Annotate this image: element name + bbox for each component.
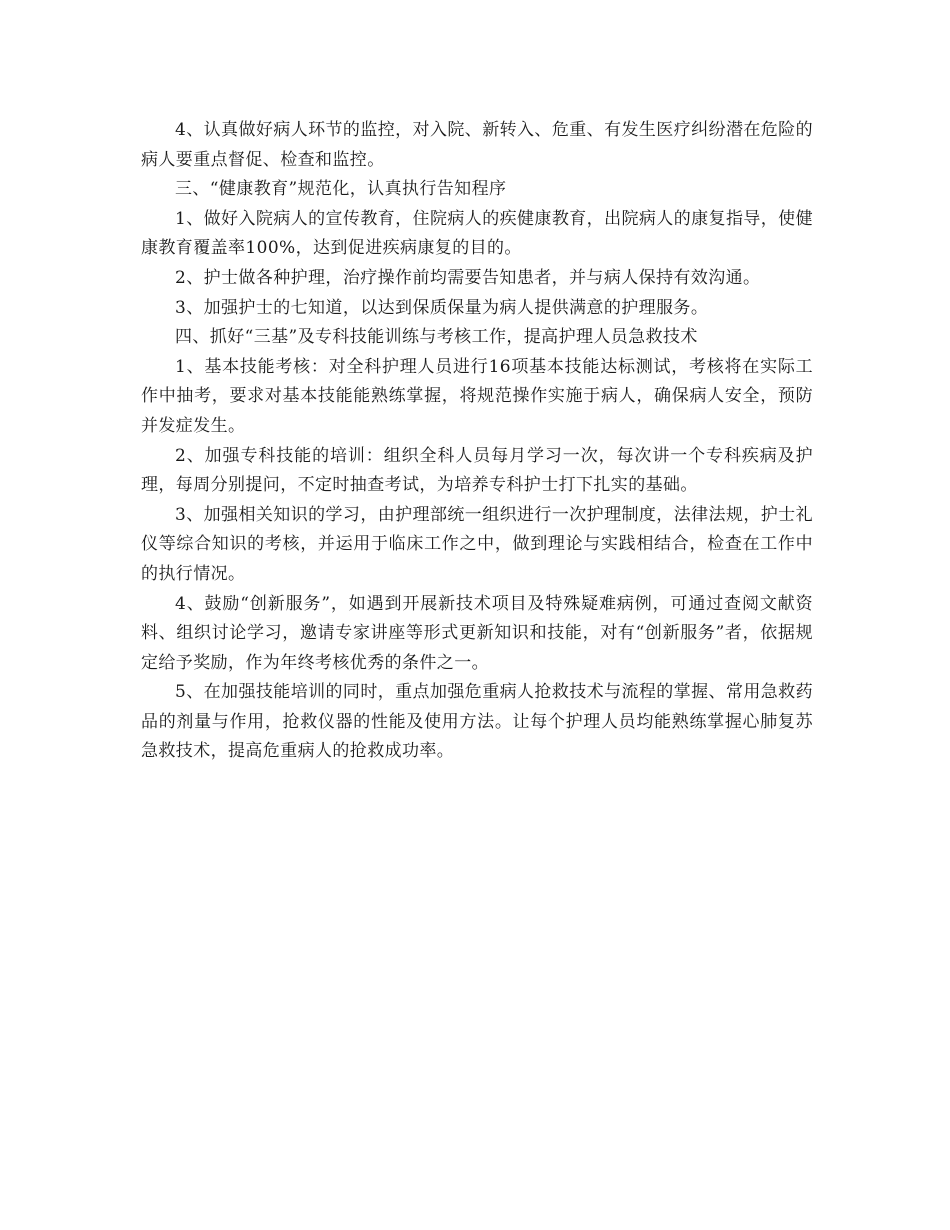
paragraph-admission-education: 1、做好入院病人的宣传教育，住院病人的疾健康教育，出院病人的康复指导，使健康教育覆盖率100%，达到促进疾病康复的目的。 bbox=[141, 208, 813, 259]
paragraph-basic-skills: 1、基本技能考核：对全科护理人员进行16项基本技能达标测试，考核将在实际工作中抽考，要求对基本技能能熟练掌握，将规范操作实施于病人，确保病人安全，预防并发症发生。 bbox=[141, 356, 813, 436]
section-heading-three-basics: 四、抓好“三基”及专科技能训练与考核工作，提高护理人员急救技术 bbox=[175, 327, 698, 348]
paragraph-innovation-service: 4、鼓励“创新服务”，如遇到开展新技术项目及特殊疑难病例，可通过查阅文献资料、组织讨论学习，邀请专家讲座等形式更新知识和技能，对有“创新服务”者，依据规定给予奖励，作为年终考核优秀的条件之一。 bbox=[141, 593, 813, 673]
paragraph-emergency-skills: 5、在加强技能培训的同时，重点加强危重病人抢救技术与流程的掌握、常用急救药品的剂量与作用，抢救仪器的性能及使用方法。让每个护理人员均能熟练掌握心肺复苏急救技术，提高危重病人的抢救成功率。 bbox=[141, 682, 813, 762]
section-heading-health-education: 三、“健康教育”规范化，认真执行告知程序 bbox=[175, 179, 507, 200]
paragraph-inform-patients: 2、护士做各种护理，治疗操作前均需要告知患者，并与病人保持有效沟通。 bbox=[175, 267, 761, 288]
paragraph-knowledge-study: 3、加强相关知识的学习，由护理部统一组织进行一次护理制度，法律法规，护士礼仪等综合知识的考核，并运用于临床工作之中，做到理论与实践相结合，检查在工作中的执行情况。 bbox=[141, 504, 813, 584]
paragraph-monitoring: 4、认真做好病人环节的监控，对入院、新转入、危重、有发生医疗纠纷潜在危险的病人要重点督促、检查和监控。 bbox=[141, 120, 813, 170]
paragraph-specialty-training: 2、加强专科技能的培训：组织全科人员每月学习一次，每次讲一个专科疾病及护理，每周分别提问，不定时抽查考试，为培养专科护士打下扎实的基础。 bbox=[141, 445, 813, 496]
document-body bbox=[141, 116, 813, 767]
paragraph-seven-knows: 3、加强护士的七知道，以达到保质保量为病人提供满意的护理服务。 bbox=[175, 297, 709, 318]
